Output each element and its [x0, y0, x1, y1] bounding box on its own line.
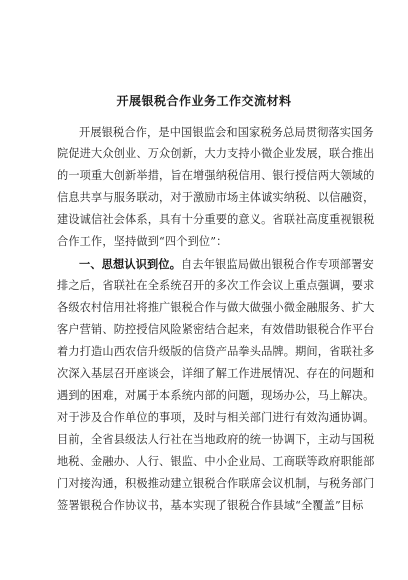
paragraph-line: 次深入基层召开座谈会，详细了解工作进展情况、存在的问题和: [57, 367, 375, 380]
section-paragraph-first-line: [79, 257, 374, 272]
paragraph-line: 签署银税合作协议书，基本实现了银税合作县域“全覆盖”目标: [57, 499, 364, 512]
section-heading: 一、思想认识到位。: [79, 257, 182, 271]
paragraph-line: 客户营销、防控授信风险紧密结合起来，有效借助银税合作平台: [57, 323, 375, 336]
section-paragraph-text: 自去年银监局做出银税合作专项部署安: [181, 258, 374, 271]
paragraph-line: 排之后，省联社在全系统召开的多次工作会议上重点强调，要求: [57, 279, 375, 292]
paragraph-line: 院促进大众创业、万众创新，大力支持小微企业发展，联合推出: [57, 147, 375, 160]
paragraph-line: 的一项重大创新举措，旨在增强纳税信用、银行授信两大领域的: [57, 169, 375, 182]
paragraph-line: 各级农村信用社将推广银税合作与做大做强小微金融服务、扩大: [57, 301, 375, 314]
paragraph-line: 对于涉及合作单位的事项，及时与相关部门进行有效沟通协调。: [57, 411, 375, 424]
paragraph-line: 着力打造山西农信升级版的信贷产品拳头品牌。期间，省联社多: [57, 345, 375, 358]
paragraph-line: 地税、金融办、人行、银监、中小企业局、工商联等政府职能部: [57, 455, 375, 468]
paragraph-line: 遇到的困难，对属于本系统内部的问题，现场办公，马上解决。: [57, 389, 375, 402]
paragraph-line: 门对接沟通，积极推动建立银税合作联席会议机制，与税务部门: [57, 477, 375, 490]
paragraph-line: 目前，全省县级法人行社在当地政府的统一协调下，主动与国税: [57, 433, 375, 446]
paragraph-line: 建设诚信社会体系，具有十分重要的意义。省联社高度重视银税: [57, 213, 375, 226]
document-title: 开展银税合作业务工作交流材料: [116, 94, 292, 108]
paragraph-line: 合作工作，坚持做到“四个到位”：: [57, 235, 228, 248]
paragraph-line: 信息共享与服务联动，对于激励市场主体诚实纳税、以信融资，: [57, 191, 375, 204]
paragraph-line: 开展银税合作，是中国银监会和国家税务总局贯彻落实国务: [79, 126, 374, 139]
